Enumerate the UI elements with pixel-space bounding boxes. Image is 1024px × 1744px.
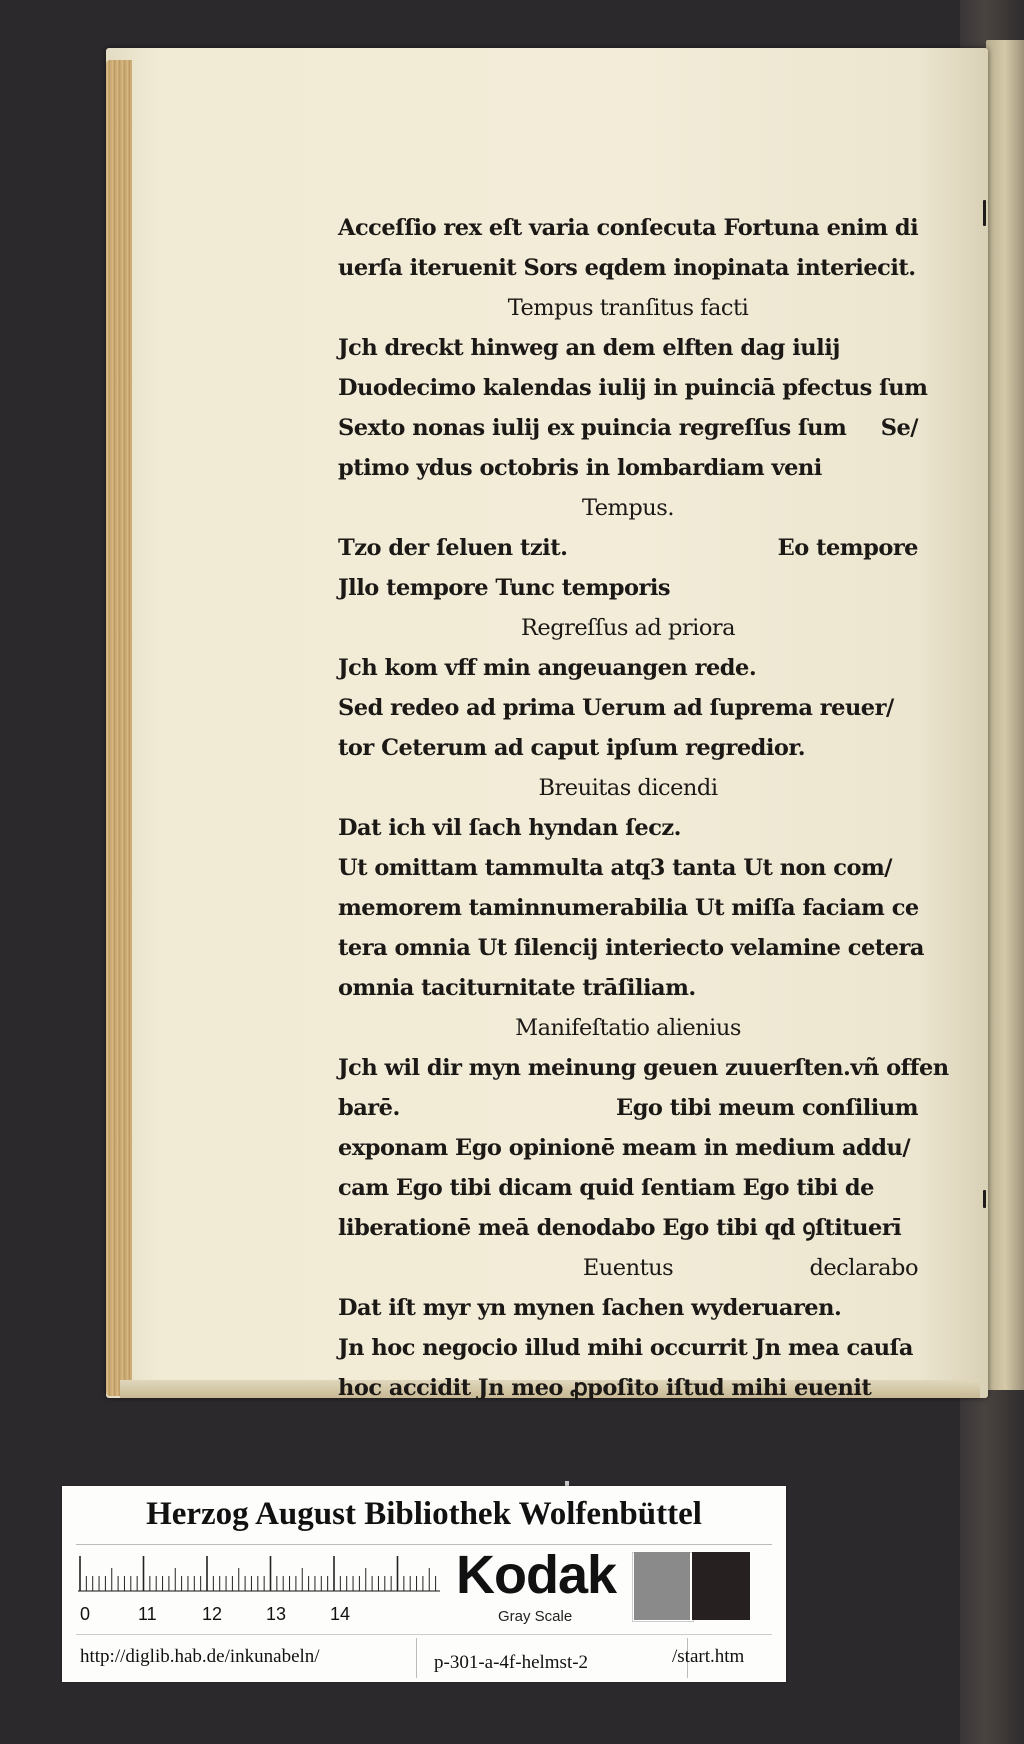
line-right-text: Se/	[880, 415, 918, 441]
text-line	[338, 1368, 918, 1408]
text-line	[338, 248, 918, 288]
line-text: Jch dreckt hinweg an dem elften dag iulij	[338, 335, 840, 361]
ruler-number: 12	[202, 1604, 223, 1624]
line-text: barē.	[338, 1095, 400, 1121]
line-text: omnia taciturnitate trāſiliam.	[338, 975, 696, 1001]
line-text: ptimo ydus octobris in lombardiam veni	[338, 455, 822, 481]
line-text: Ut omittam tammulta atq3 tanta Ut non com/	[338, 855, 892, 881]
url-suffix: /start.htm	[672, 1646, 745, 1667]
url-id: p-301-a-4f-helmst-2	[434, 1652, 589, 1673]
line-text: Dat iſt myr yn mynen ſachen wyderuaren.	[338, 1295, 842, 1321]
incunabula-text	[338, 208, 949, 1408]
swatch-black	[692, 1552, 750, 1620]
text-line	[338, 368, 928, 408]
line-text: tor Ceterum ad caput ipſum regredior.	[338, 735, 806, 761]
section-heading	[338, 488, 918, 528]
gray-scale-label: Gray Scale	[498, 1608, 573, 1625]
line-text: Acceſſio rex eſt varia conſecuta Fortuna enim di	[338, 215, 919, 241]
line-text: Tzo der ſeluen tzit.	[338, 535, 568, 561]
text-line	[338, 1168, 918, 1208]
section-heading	[338, 768, 918, 808]
line-text: Breuitas dicendi	[538, 775, 718, 801]
kodak-logo: Kodak	[456, 1545, 617, 1605]
ruler-number: 11	[138, 1604, 157, 1624]
line-text: uerſa iteruenit Sors eqdem inopinata interiecit.	[338, 255, 916, 281]
page-stack-edge	[106, 60, 132, 1396]
text-line	[338, 408, 918, 448]
text-line	[338, 728, 918, 768]
line-text: liberationē meā denodabo Ego tibi qd ꝯſtituerī	[338, 1215, 902, 1241]
line-text: Jch kom vff min angeuangen rede.	[338, 655, 757, 681]
line-text: Tempus.	[581, 495, 674, 521]
measurement-ruler	[78, 1556, 440, 1592]
line-text: cam Ego tibi dicam quid ſentiam Ego tibi de	[338, 1175, 874, 1201]
library-title: Herzog August Bibliothek Wolfenbüttel	[146, 1496, 702, 1532]
section-heading	[338, 288, 918, 328]
line-right-text: Ego tibi meum conſilium	[616, 1095, 918, 1121]
line-text: memorem taminnumerabilia Ut miſſa faciam ce	[338, 895, 919, 921]
text-line	[338, 1328, 918, 1368]
line-text: hoc accidit Jn meo ꝓpoſito iſtud mihi euenit	[338, 1375, 872, 1401]
line-text: Jllo tempore Tunc temporis	[338, 575, 671, 601]
line-text: Euentus	[582, 1255, 674, 1281]
line-text: Jch wil dir myn meinung geuen zuuerſten.vñ offen	[338, 1055, 949, 1081]
text-line	[338, 1128, 918, 1168]
text-line	[338, 568, 918, 608]
ruler-number: 14	[330, 1604, 351, 1624]
line-text: Duodecimo kalendas iulij in puinciā pfectus ſum	[338, 375, 928, 401]
text-line	[338, 808, 918, 848]
line-text: tera omnia Ut ſilencij interiecto velamine cetera	[338, 935, 924, 961]
line-right-text: Eo tempore	[777, 535, 918, 561]
line-text: Sexto nonas iulij ex puincia regreſſus ſum	[338, 415, 847, 441]
text-line	[338, 888, 918, 928]
text-line	[338, 648, 918, 688]
line-right-text: declarabo	[809, 1255, 918, 1281]
text-line	[338, 208, 918, 248]
url-prefix: http://diglib.hab.de/inkunabeln/	[80, 1646, 320, 1667]
section-heading	[338, 1008, 918, 1048]
line-text: Manifeſtatio alienius	[515, 1015, 741, 1041]
card-divider	[76, 1544, 772, 1545]
text-line	[338, 1088, 918, 1128]
facing-page-edge	[986, 40, 1024, 1390]
text-line	[338, 1048, 949, 1088]
text-line	[338, 848, 918, 888]
text-line	[338, 328, 918, 368]
text-line	[338, 528, 918, 568]
text-line	[338, 928, 924, 968]
swatch-gray	[634, 1552, 690, 1620]
text-line	[338, 1208, 918, 1248]
line-text: exponam Ego opinionē meam in medium addu/	[338, 1135, 911, 1161]
line-text: Dat ich vil ſach hyndan ſecz.	[338, 815, 682, 841]
text-line	[338, 968, 918, 1008]
line-text: Regreſſus ad priora	[520, 615, 736, 641]
line-text: Sed redeo ad prima Uerum ad ſuprema reuer/	[338, 695, 894, 721]
text-line	[338, 1288, 918, 1328]
section-heading	[338, 608, 918, 648]
line-text: Tempus tranſitus facti	[507, 295, 749, 321]
section-heading	[338, 1248, 918, 1288]
text-line	[338, 688, 918, 728]
text-line	[338, 448, 918, 488]
card-footer-divider	[76, 1634, 772, 1635]
color-calibration-card	[62, 1486, 786, 1682]
line-text: Jn hoc negocio illud mihi occurrit Jn mea cauſa	[338, 1335, 913, 1361]
margin-mark	[983, 200, 986, 226]
margin-mark	[983, 1190, 986, 1208]
ruler-number: 13	[266, 1604, 287, 1624]
ruler-number: 0	[80, 1604, 91, 1624]
